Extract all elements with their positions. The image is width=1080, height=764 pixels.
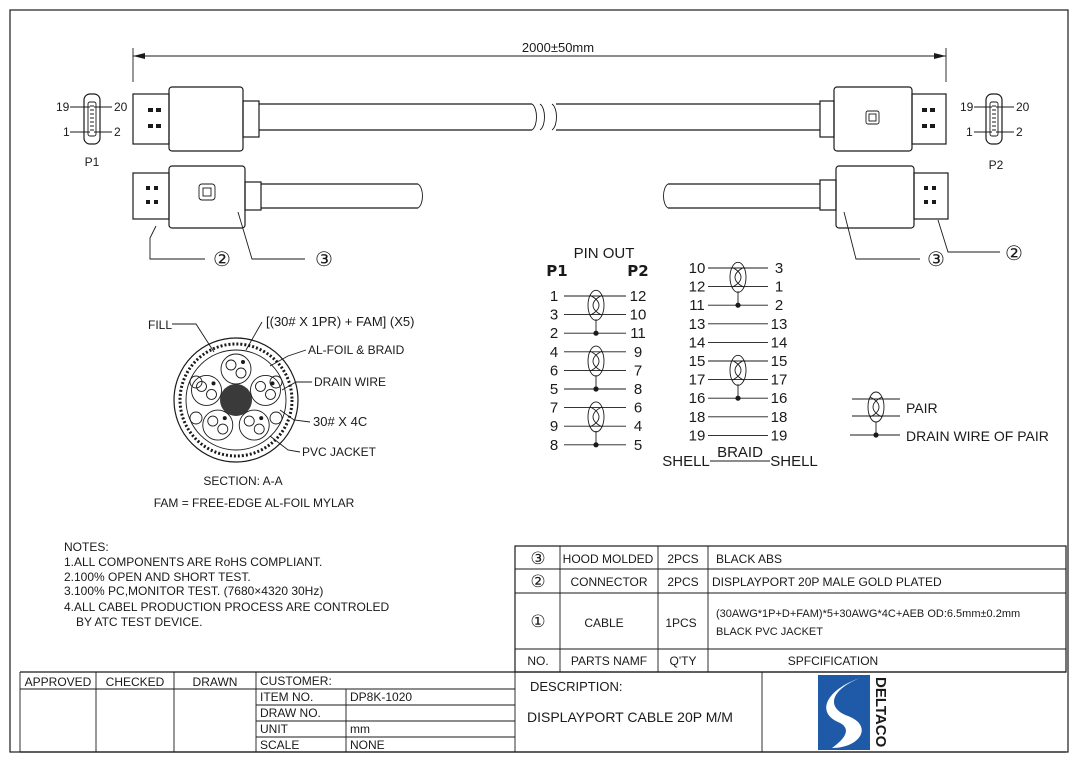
label-drain: DRAIN WIRE (314, 375, 386, 389)
pin-number: 9 (549, 418, 559, 436)
p2-plug-face (960, 94, 1030, 172)
pin-number: 3 (774, 260, 784, 277)
svg-text:1.ALL COMPONENTS ARE RoHS COMP: 1.ALL COMPONENTS ARE RoHS COMPLIANT. (64, 555, 323, 569)
length-label: 2000±50mm (521, 40, 595, 55)
drain-dot (593, 442, 598, 447)
drain-dot (593, 386, 598, 391)
svg-text:③: ③ (530, 549, 546, 569)
twisted-pair (588, 290, 604, 320)
unit-label: UNIT (260, 722, 288, 736)
twisted-pair (730, 262, 746, 292)
svg-text:2PCS: 2PCS (667, 575, 699, 589)
p1-plug-face (56, 94, 128, 169)
pinout-legend (850, 392, 1049, 444)
item-value: DP8K-1020 (350, 690, 413, 704)
svg-text:4.ALL CABEL PRODUCTION PROCESS: 4.ALL CABEL PRODUCTION PROCESS ARE CONTROLED (64, 600, 390, 614)
cable-top-view (133, 87, 946, 151)
svg-text:CABLE: CABLE (584, 616, 624, 630)
pin-number: 15 (688, 353, 706, 370)
twisted-pair (588, 402, 604, 432)
pin-number: 9 (633, 343, 643, 361)
pin-number: 14 (688, 334, 706, 352)
svg-text:NO.: NO. (527, 654, 549, 668)
pin-number: 11 (689, 297, 705, 315)
legend-drain: DRAIN WIRE OF PAIR (906, 428, 1049, 444)
pair-bundle (192, 375, 222, 405)
deltaco-logo (818, 675, 889, 750)
callout-connector-left: ② (213, 247, 231, 271)
svg-text:①: ① (530, 612, 546, 632)
pin-number: 8 (549, 436, 559, 454)
pin-number: 10 (688, 260, 706, 277)
description-value: DISPLAYPORT CABLE 20P M/M (527, 709, 733, 725)
pin-number: 16 (688, 390, 706, 408)
pinout-title: PIN OUT (573, 245, 635, 262)
section-title: SECTION: A-A (203, 474, 283, 488)
approved-label: APPROVED (24, 675, 92, 689)
title-block (20, 672, 1066, 752)
svg-text:20: 20 (114, 100, 128, 114)
pin-number: 10 (629, 306, 647, 324)
drain-dot (735, 303, 740, 308)
svg-text:Q'TY: Q'TY (669, 654, 697, 668)
svg-text:19: 19 (960, 100, 974, 114)
pin-number: 16 (770, 390, 788, 408)
svg-text:1: 1 (966, 125, 973, 139)
svg-text:2: 2 (1016, 125, 1023, 139)
p2-label: P2 (988, 158, 1004, 172)
core-wire (270, 412, 282, 424)
label-jacket: PVC JACKET (302, 445, 377, 459)
p1-label: P1 (84, 155, 100, 169)
pin-number: 4 (549, 343, 559, 361)
pin-number: 19 (770, 427, 788, 445)
pin-number: 5 (633, 436, 643, 454)
svg-text:2.100% OPEN AND SHORT TEST.: 2.100% OPEN AND SHORT TEST. (64, 570, 251, 584)
pair-bundle (221, 354, 251, 384)
scale-value: NONE (350, 738, 385, 752)
callout-connector-right: ② (1005, 241, 1023, 265)
pin-number: 14 (770, 334, 788, 352)
pinout-p1: P1 (546, 262, 568, 280)
overall-length-dimension (133, 40, 946, 82)
customer-label: CUSTOMER: (260, 674, 332, 688)
pin-number: 8 (633, 381, 643, 398)
pin-number: 7 (633, 362, 643, 380)
shell-right: SHELL (770, 453, 818, 470)
connector-side-view-left (133, 166, 423, 271)
checked-label: CHECKED (105, 675, 165, 689)
notes (64, 540, 390, 629)
svg-text:DISPLAYPORT 20P MALE GOLD PLAT: DISPLAYPORT 20P MALE GOLD PLATED (712, 575, 942, 589)
core-wire (190, 412, 202, 424)
pin-number: 1 (549, 288, 559, 305)
pin-number: 6 (549, 362, 559, 380)
pin-number: 19 (688, 427, 706, 445)
pin-number: 7 (549, 399, 559, 417)
callout-hood-right: ③ (927, 247, 945, 271)
pin-number: 17 (688, 371, 706, 389)
label-pair-spec: [(30# X 1PR) + FAM] (X5) (266, 314, 415, 329)
pinout-p2: P2 (627, 262, 649, 280)
unit-value: mm (350, 722, 370, 736)
label-foil: AL-FOIL & BRAID (308, 343, 405, 357)
pin-number: 18 (770, 408, 788, 426)
svg-text:BLACK PVC JACKET: BLACK PVC JACKET (716, 626, 823, 638)
braid-label: BRAID (717, 444, 763, 461)
svg-text:19: 19 (56, 100, 70, 114)
notes-title: NOTES: (64, 540, 109, 554)
description-label: DESCRIPTION: (530, 679, 623, 694)
twisted-pair (588, 346, 604, 376)
fam-note: FAM = FREE-EDGE AL-FOIL MYLAR (153, 496, 355, 510)
svg-text:1PCS: 1PCS (665, 616, 697, 630)
legend-pair: PAIR (906, 400, 938, 416)
pin-number: 15 (770, 353, 788, 370)
pin-number: 13 (770, 315, 788, 333)
pin-number: 3 (549, 306, 559, 324)
pin-number: 18 (688, 408, 706, 426)
svg-text:SPFCIFICATION: SPFCIFICATION (787, 654, 879, 668)
shell-left: SHELL (662, 453, 710, 470)
brand-name: DELTACO (872, 677, 889, 748)
svg-text:HOOD MOLDED: HOOD MOLDED (562, 552, 654, 566)
drain-dot (735, 396, 740, 401)
pin-number: 6 (633, 399, 643, 417)
svg-text:1: 1 (63, 125, 70, 139)
svg-text:(30AWG*1P+D+FAM)*5+30AWG*4C+AE: (30AWG*1P+D+FAM)*5+30AWG*4C+AEB OD:6.5mm±0.2mm (716, 608, 1021, 620)
cable-cross-section (148, 314, 414, 510)
pin-number: 4 (633, 418, 643, 436)
svg-text:BLACK ABS: BLACK ABS (716, 552, 783, 566)
pin-number: 12 (688, 278, 706, 296)
pin-number: 17 (770, 371, 788, 389)
pin-number: 5 (549, 381, 559, 398)
pin-number: 11 (630, 325, 646, 343)
svg-text:3.100% PC,MONITOR TEST. (7680×: 3.100% PC,MONITOR TEST. (7680×4320 30Hz) (64, 584, 324, 598)
svg-text:2PCS: 2PCS (667, 552, 699, 566)
svg-text:CONNECTOR: CONNECTOR (570, 575, 648, 589)
connector-side-view-right (664, 166, 1023, 271)
callout-hood-left: ③ (315, 247, 333, 271)
bill-of-materials (515, 546, 1066, 672)
pair-bundle (250, 375, 280, 405)
svg-text:2: 2 (114, 125, 121, 139)
pair-bundle (203, 410, 233, 440)
pin-number: 12 (629, 288, 647, 305)
svg-text:BY ATC TEST DEVICE.: BY ATC TEST DEVICE. (76, 615, 203, 629)
twisted-pair (730, 355, 746, 385)
item-label: ITEM NO. (260, 690, 314, 704)
svg-text:20: 20 (1016, 100, 1030, 114)
drain-dot (593, 331, 598, 336)
pair-bundle (239, 410, 269, 440)
label-core: 30# X 4C (313, 414, 368, 429)
drawn-label: DRAWN (192, 675, 238, 689)
pin-number: 2 (774, 297, 784, 315)
svg-text:②: ② (530, 572, 546, 592)
label-fill: FILL (148, 318, 173, 332)
draw-no-label: DRAW NO. (260, 706, 321, 720)
pin-number: 13 (688, 315, 706, 333)
pin-number: 1 (774, 278, 784, 296)
pinout-diagram (546, 245, 817, 470)
svg-text:PARTS NAMF: PARTS NAMF (570, 654, 648, 668)
pin-number: 2 (549, 325, 559, 343)
scale-label: SCALE (260, 738, 300, 752)
